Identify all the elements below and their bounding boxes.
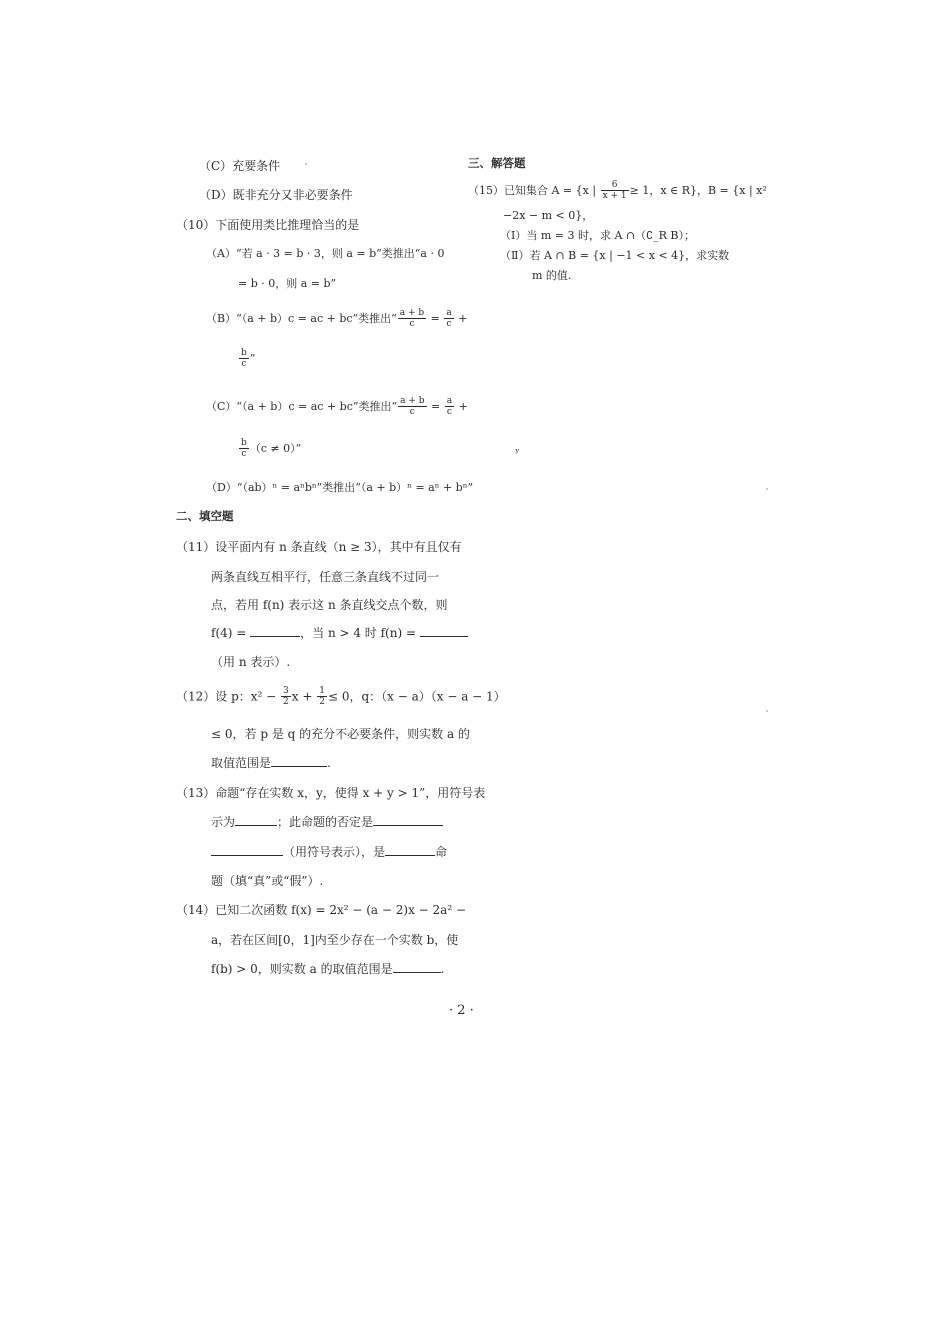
answer-blank (250, 635, 300, 637)
q15-part-i: （Ⅰ）当 m = 3 时，求 A ∩（∁_R B）； (500, 229, 695, 242)
scan-speck (766, 710, 768, 712)
q13-line1: （13）命题“存在实数 x，y，使得 x + y > 1”，用符号表 (176, 786, 486, 800)
fraction: $\frac{1}{2}$ (319, 686, 325, 708)
fraction: $\frac{3}{2}$ (283, 686, 289, 708)
section-answers: 三、解答题 (468, 156, 526, 170)
fraction: $\frac{6}{x + 1}$ (602, 180, 627, 202)
q13-line4: 题（填“真”或“假”）. (211, 874, 324, 888)
q11-line5: （用 n 表示）. (211, 655, 291, 669)
q10-option-b-cont: $\frac{b}{c}$ ” (241, 348, 256, 370)
q10-stem: （10）下面使用类比推理恰当的是 (176, 218, 360, 232)
answer-blank (271, 765, 327, 767)
fraction: $\frac{a + b}{c}$ (399, 308, 425, 330)
fraction: $\frac{a + b}{c}$ (400, 396, 425, 418)
q9-option-c: （C）充要条件 (199, 159, 281, 173)
q9-option-d: （D）既非充分又非必要条件 (199, 188, 353, 202)
q10-option-c-cont: $\frac{b}{c}$ （c ≠ 0）” (241, 438, 302, 460)
q10-option-a-cont: = b · 0，则 a = b” (238, 277, 337, 290)
q12-line3: 取值范围是 . (211, 756, 331, 770)
q15-line1: （15）已知集合 A = {x | $\frac{6}{x + 1}$ ≥ 1，x ∈ R}，B = {x | x² (468, 180, 767, 202)
scan-speck (305, 163, 307, 165)
fraction: $\frac{a}{c}$ (446, 308, 452, 330)
q10-option-c: （C）“（a + b）c = ac + bc”类推出“ $\frac{a + b}{c}$ = $\frac{a}{c}$ + (206, 396, 468, 418)
q10-option-a: （A）“若 a · 3 = b · 3，则 a = b”类推出“a · 0 (206, 247, 445, 260)
answer-blank (393, 971, 441, 973)
q14-line1: （14）已知二次函数 f(x) = 2x² − (a − 2)x − 2a² − (176, 903, 466, 917)
q15-line2: −2x − m < 0}， (503, 209, 594, 222)
scan-mark: ʸ (515, 446, 520, 459)
q11-line2: 两条直线互相平行，任意三条直线不过同一 (211, 570, 440, 584)
fraction: $\frac{b}{c}$ (241, 348, 247, 370)
answer-blank (373, 824, 443, 826)
q13-line3: （用符号表示），是 命 (211, 846, 447, 858)
q14-line3: f(b) > 0，则实数 a 的取值范围是 . (211, 962, 445, 976)
fraction: $\frac{a}{c}$ (446, 396, 453, 418)
fraction: $\frac{b}{c}$ (241, 438, 247, 460)
section-fill-in: 二、填空题 (176, 509, 234, 523)
q12-line1: （12）设 p：x² − $\frac{3}{2}$ x + $\frac{1}{2}$ ≤ 0，q：（x − a）（x − a − 1） (176, 686, 506, 708)
answer-blank (211, 854, 283, 856)
answer-blank (385, 854, 435, 856)
q12-line2: ≤ 0，若 p 是 q 的充分不必要条件，则实数 a 的 (211, 727, 470, 741)
page-number: · 2 · (449, 1003, 474, 1018)
q13-line2: 示为 ；此命题的否定是 (211, 816, 443, 828)
q10-option-b: （B）“（a + b）c = ac + bc”类推出“ $\frac{a + b}{c}$ = $\frac{a}{c}$ + (206, 308, 468, 330)
answer-blank (235, 824, 277, 826)
answer-blank (420, 635, 468, 637)
q15-part-ii-cont: m 的值. (532, 269, 572, 282)
q10-option-d: （D）“（ab）ⁿ = aⁿbⁿ”类推出“（a + b）ⁿ = aⁿ + bⁿ” (206, 481, 474, 494)
q11-line4: f(4) = ，当 n > 4 时 f(n) = (211, 627, 468, 639)
q11-line3: 点，若用 f(n) 表示这 n 条直线交点个数，则 (211, 598, 448, 612)
q15-part-ii: （Ⅱ）若 A ∩ B = {x | −1 < x < 4}，求实数 (500, 249, 730, 262)
q14-line2: a，若在区间[0，1]内至少存在一个实数 b，使 (211, 933, 459, 947)
q11-line1: （11）设平面内有 n 条直线（n ≥ 3），其中有且仅有 (176, 540, 462, 554)
scan-speck (766, 488, 768, 490)
